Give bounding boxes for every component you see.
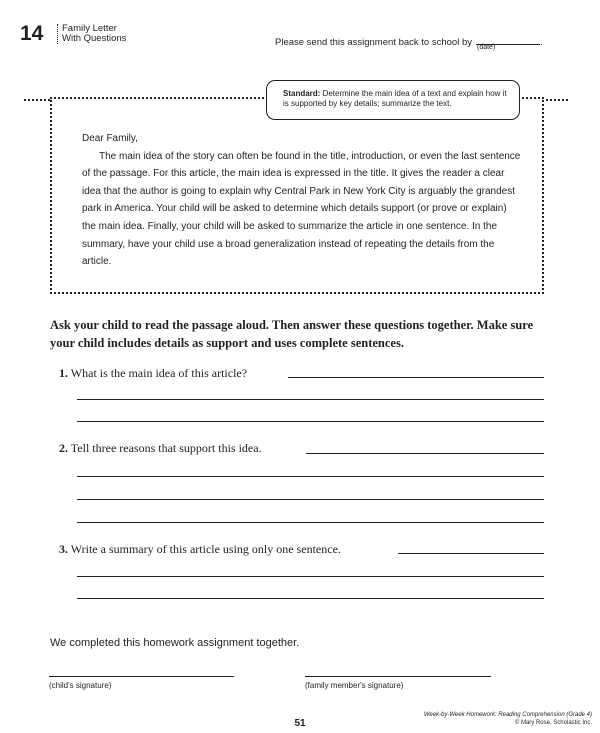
- question-2: [59, 441, 262, 456]
- answer-line[interactable]: [77, 399, 544, 400]
- publisher-credit: [360, 712, 592, 727]
- answer-line[interactable]: [77, 499, 544, 500]
- family-letter: [82, 130, 522, 271]
- completion-statement: We completed this homework assignment together.: [50, 637, 300, 649]
- question-1: [59, 366, 247, 381]
- instructions: Ask your child to read the passage aloud. Then answer these questions together. Make sure your child includes details as support and uses complete sentences.: [50, 318, 534, 350]
- standard-text: Determine the main idea of a text and explain how it is supported by key details; summarize the text.: [283, 89, 507, 108]
- answer-line[interactable]: [288, 377, 544, 378]
- lesson-number: 14: [20, 22, 44, 45]
- credit-copyright: © Mary Rose, Scholastic Inc.: [514, 719, 592, 726]
- answer-line[interactable]: [398, 553, 544, 554]
- question-3-text: Write a summary of this article using only one sentence.: [70, 542, 341, 556]
- lesson-title-line1: Family Letter: [62, 23, 117, 34]
- letter-greeting: Dear Family,: [82, 133, 138, 144]
- return-text: Please send this assignment back to school by: [275, 37, 472, 48]
- question-1-number: 1.: [59, 366, 68, 380]
- child-signature-label: (child's signature): [49, 681, 112, 690]
- lesson-title: [57, 24, 126, 44]
- standard-label: Standard:: [283, 89, 321, 98]
- family-signature-label: (family member's signature): [305, 681, 404, 690]
- dotted-divider-right: [546, 99, 568, 101]
- return-instruction: [275, 36, 543, 48]
- child-signature-line[interactable]: [49, 676, 234, 677]
- standard-callout: [266, 80, 520, 120]
- answer-line[interactable]: [77, 522, 544, 523]
- question-2-number: 2.: [59, 441, 68, 455]
- question-3-number: 3.: [59, 542, 68, 556]
- question-2-text: Tell three reasons that support this idea.: [70, 441, 262, 455]
- lesson-title-line2: With Questions: [62, 33, 127, 44]
- letter-body: The main idea of the story can often be found in the title, introduction, or even the last sentence of the passage. For this article, the main idea is expressed in the title. It gives the reader a clear idea that the author is going to explain why Central Park in New York City is arguably the grandest park in America. Your child will be asked to determine which details support (or prove or explain) the main idea. Finally, your child will be asked to summarize the article in one sentence. In the summary, have your child use a broad generalization instead of repeating the details from the article.: [82, 150, 521, 268]
- return-period: .: [539, 37, 543, 48]
- question-3: [59, 542, 341, 557]
- answer-line[interactable]: [77, 476, 544, 477]
- answer-line[interactable]: [77, 598, 544, 599]
- question-1-text: What is the main idea of this article?: [70, 366, 248, 380]
- answer-line[interactable]: [77, 421, 544, 422]
- date-label: (date): [477, 44, 496, 51]
- dotted-divider-left: [24, 99, 50, 101]
- answer-line[interactable]: [77, 576, 544, 577]
- family-signature-line[interactable]: [305, 676, 491, 677]
- credit-title: Week-by-Week Homework: Reading Comprehension (Grade 4): [423, 712, 592, 718]
- answer-line[interactable]: [306, 453, 544, 454]
- page-number: 51: [294, 718, 306, 729]
